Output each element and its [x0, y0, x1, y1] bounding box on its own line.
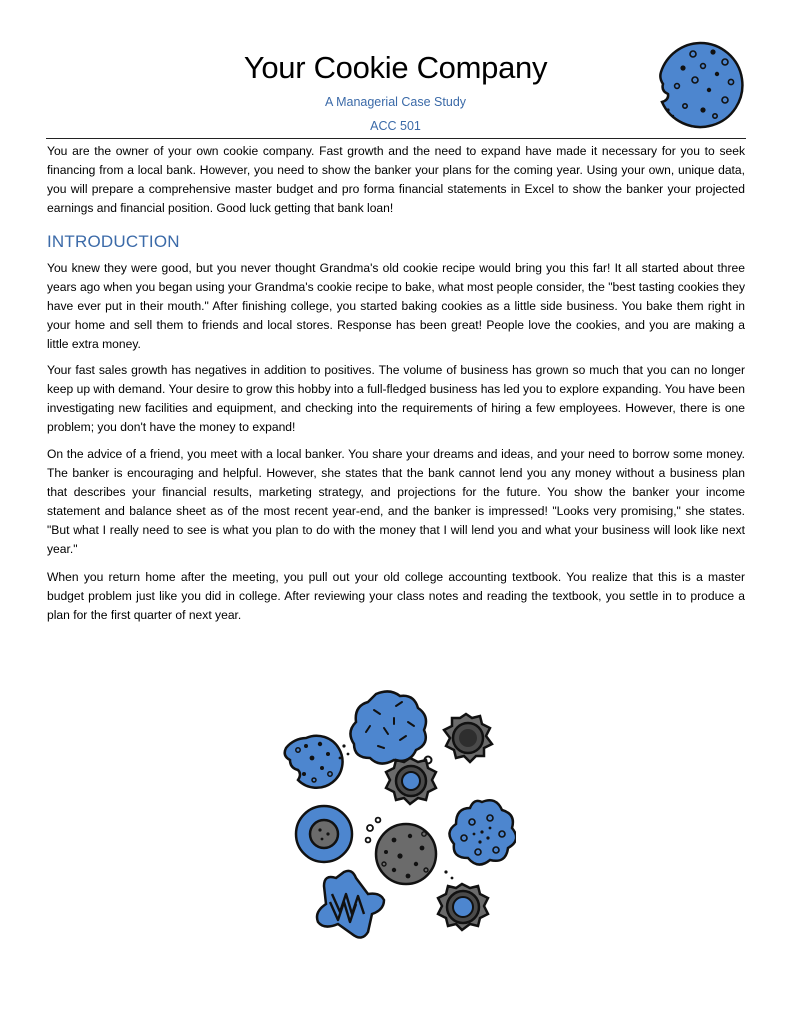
bitten-cookie-icon: [655, 40, 745, 130]
section-heading-introduction: INTRODUCTION: [47, 232, 180, 251]
introduction-paragraph-1: You knew they were good, but you never thought Grandma's old cookie recipe would bring you this far! It all started about three years ago when you began using your Grandma's cookie recipe to bake, what most people consider, the "best tasting cookies they have ever put in their mouth." After finishing college, you started baking cookies as a little side business. You bake them right in your home and sell them to friends and local stores. Response has been great! People love the cookies, and you are making a little extra money.: [47, 261, 745, 351]
header-divider: [46, 138, 746, 139]
introduction-paragraph-4: When you return home after the meeting, you pull out your old college accounting textbook. You realize that this is a master budget problem just like you did in college. After reviewing your class notes and reading the textbook, you settle in to produce a plan for the first quarter of next year.: [47, 570, 745, 622]
cookie-assortment-illustration: [276, 688, 516, 958]
introduction-paragraph-2: Your fast sales growth has negatives in addition to positives. The volume of business has grown so much that you can no longer keep up with demand. Your desire to grow this hobby into a full-fledged business has led you to explore expanding. You have been investigating new facilities and equipment, and checking into the requirements of hiring a few employees. However, there is one problem; you don't have the money to expand!: [47, 363, 745, 434]
page-subtitle: A Managerial Case Study: [324, 95, 467, 109]
page-title: Your Cookie Company: [243, 50, 548, 85]
introduction-paragraph-3: On the advice of a friend, you meet with a local banker. You share your dreams and ideas, and your need to borrow some money. The banker is encouraging and helpful. However, she states that the bank cannot lend you any money without a business plan that describes your financial results, marketing strategy, and projections for the future. You show the banker your income statement and balance sheet as of the most recent year-end, and the banker is impressed! "Looks very promising," she states. "But what I really need to see is what you plan to do with the money that I will lend you and what your business will look like next year.": [47, 447, 745, 556]
intro-paragraph: You are the owner of your own cookie company. Fast growth and the need to expand have made it necessary for you to seek financing from a local bank. However, you need to show the banker your plans for the coming year. Using your own, unique data, you will prepare a comprehensive master budget and pro forma financial statements in Excel to show the banker your projected earnings and financial position. Good luck getting that bank loan!: [47, 144, 745, 215]
course-code: ACC 501: [370, 119, 421, 133]
